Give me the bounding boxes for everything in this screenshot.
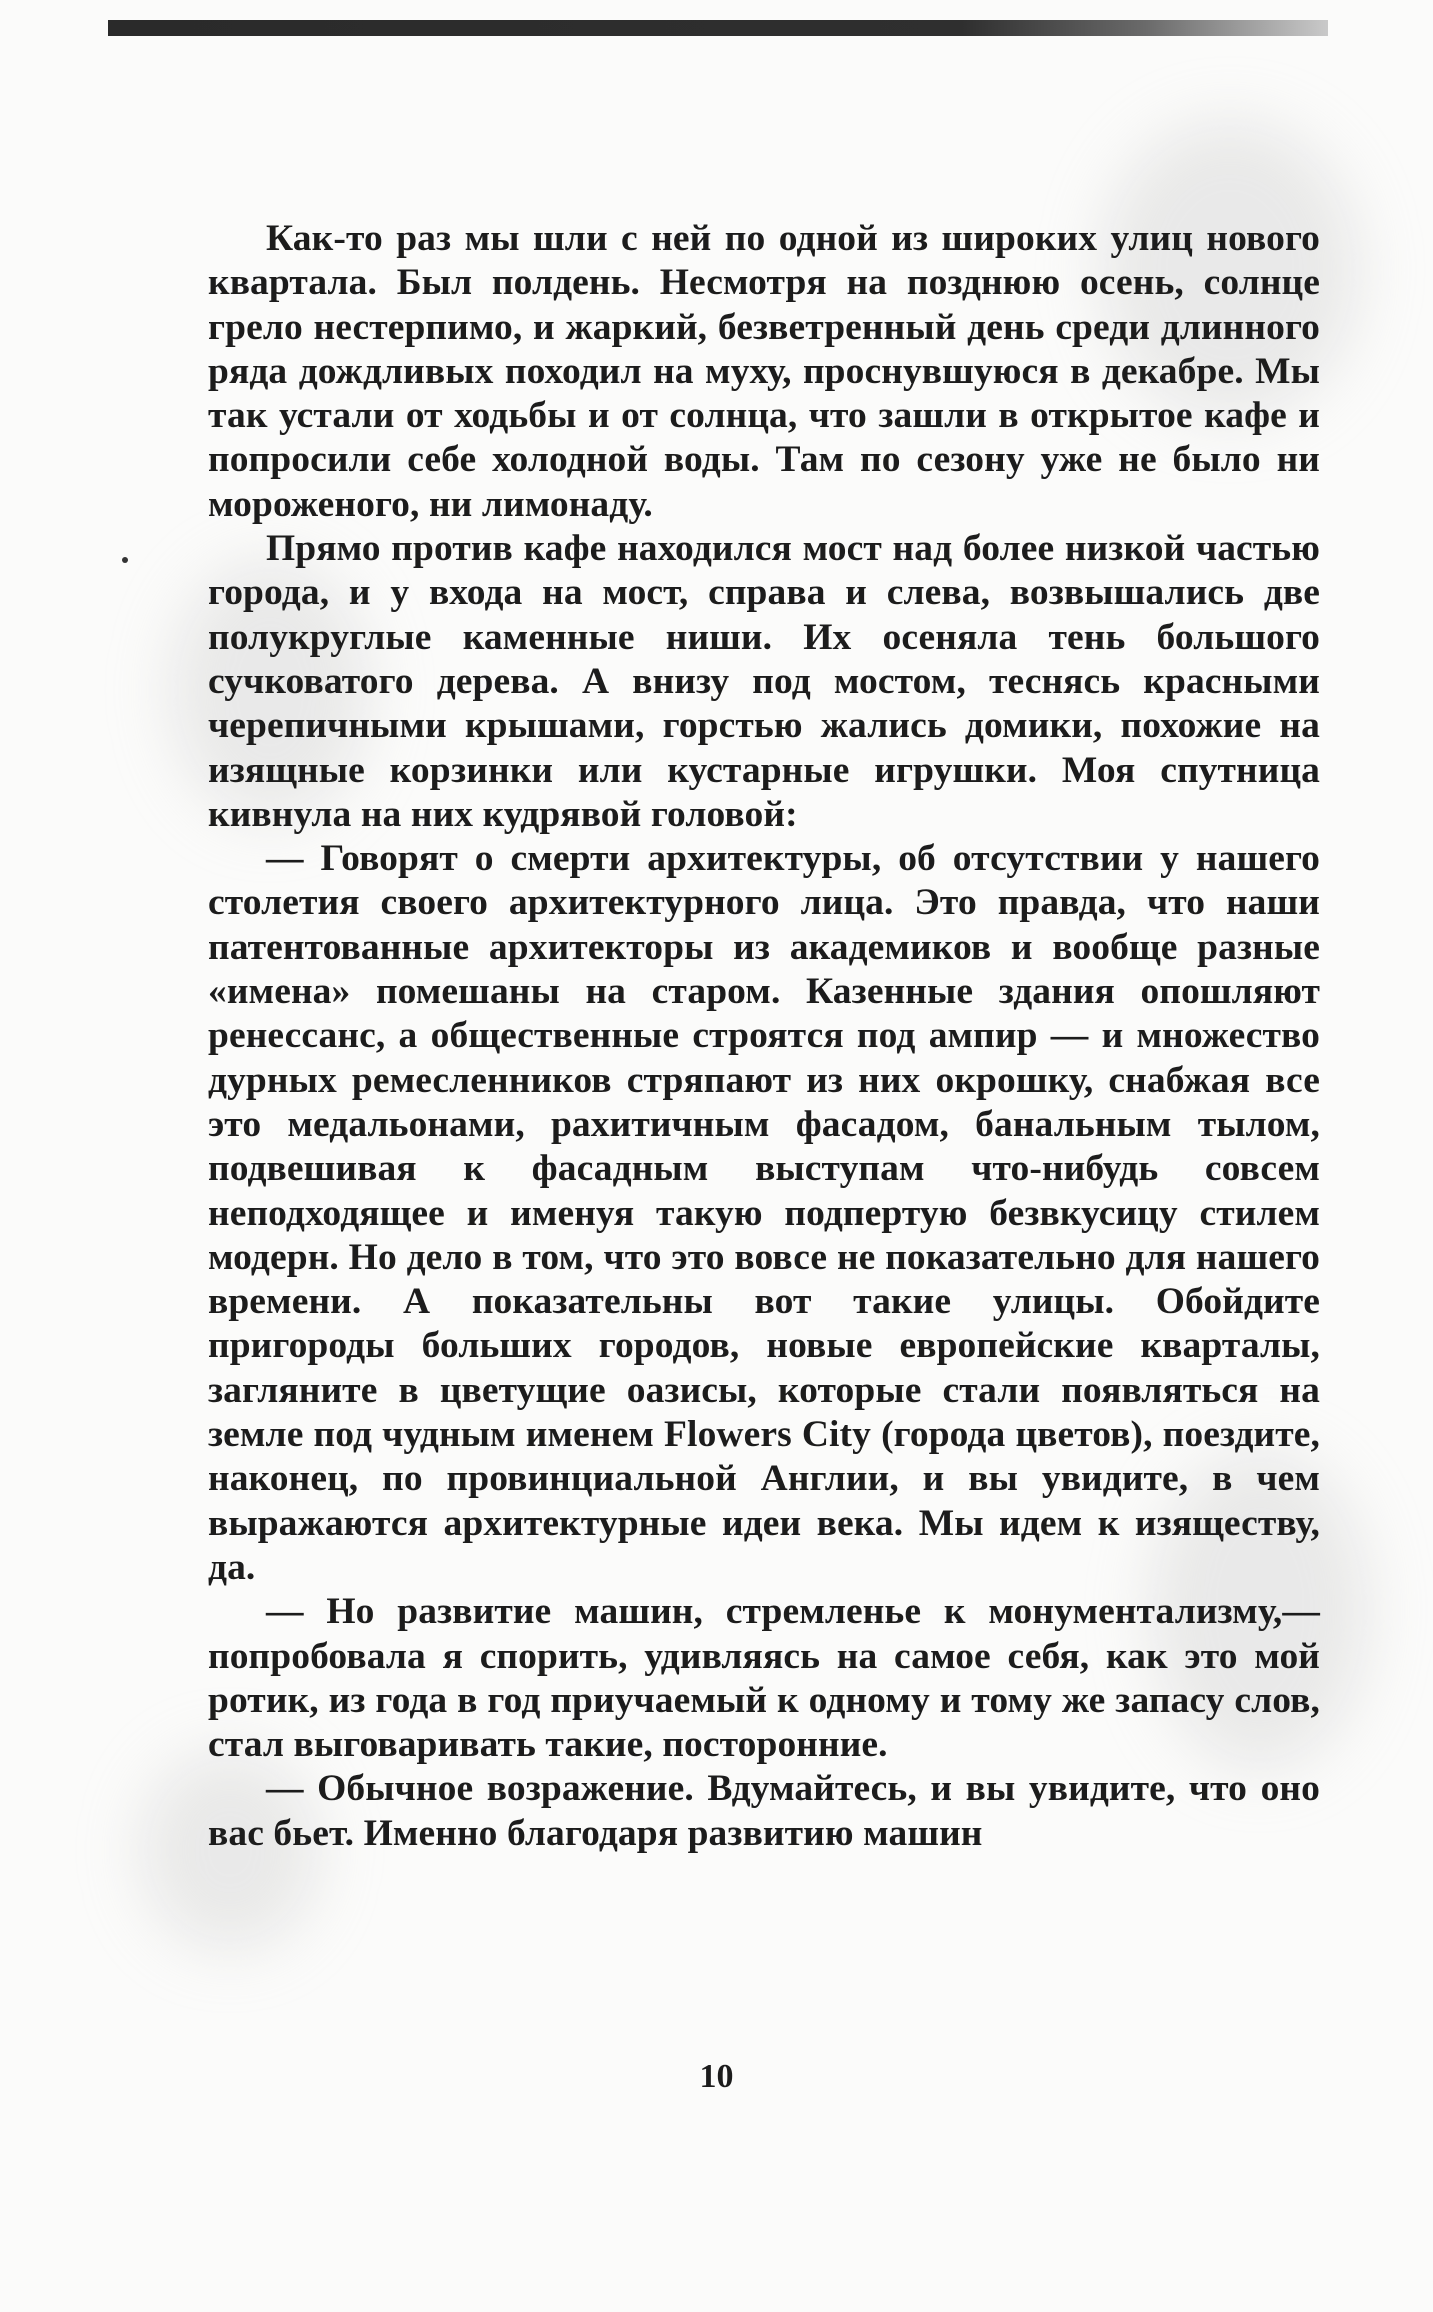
page-number: 10 (699, 2058, 734, 2095)
paragraph: — Обычное возражение. Вдумайтесь, и вы увидите, что оно вас бьет. Именно благодаря развитию машин (208, 1768, 1320, 1854)
paragraph: Как-то раз мы шли с ней по одной из широких улиц нового квартала. Был полдень. Несмотря на позднюю осень, солнце грело нестерпимо, и жаркий, безветренный день среди длинного ряда дождливых походил на муху, проснувшуюся в декабре. Мы так устали от ходьбы и от солнца, что зашли в открытое кафе и попросили себе холодной воды. Там по сезону уже не было ни мороженого, ни лимонаду. (208, 218, 1320, 525)
paragraph: Прямо против кафе находился мост над более низкой частью города, и у входа на мост, справа и слева, возвышались две полукруглые каменные ниши. Их осеняла тень большого сучковатого дерева. А внизу под мостом, теснясь красными черепичными крышами, горстью жались домики, похожие на изящные корзинки или кустарные игрушки. Моя спутница кивнула на них кудрявой головой: (208, 528, 1320, 835)
stray-ink-dot (122, 557, 128, 563)
paragraph: — Но развитие машин, стремленье к монументализму,— попробовала я спорить, удивляясь на самое себя, как это мой ротик, из года в год приучаемый к одному и тому же запасу слов, стал выговаривать такие, посторонние. (208, 1591, 1320, 1766)
paragraph: — Говорят о смерти архитектуры, об отсутствии у нашего столетия своего архитектурного лица. Это правда, что наши патентованные архитекторы из академиков и вообще разные «имена» помешаны на старом. Казенные здания опошляют ренессанс, а общественные строятся под ампир — и множество дурных ремесленников стряпают из них окрошку, снабжая все это медальонами, рахитичным фасадом, банальным тылом, подвешивая к фасадным выступам что-нибудь совсем неподходящее и именуя такую подпертую безвкусицу стилем модерн. Но дело в том, что это вовсе не показательно для нашего времени. А показательны вот такие улицы. Обойдите пригороды больших городов, новые европейские кварталы, загляните в цветущие оазисы, которые стали появляться на земле под чудным именем Flowers City (города цветов), поездите, наконец, по провинциальной Англии, и вы увидите, в чем выражаются архитектурные идеи века. Мы идем к изяществу, да. (208, 838, 1320, 1588)
body-text (208, 217, 1320, 1856)
top-rule (108, 20, 1328, 36)
